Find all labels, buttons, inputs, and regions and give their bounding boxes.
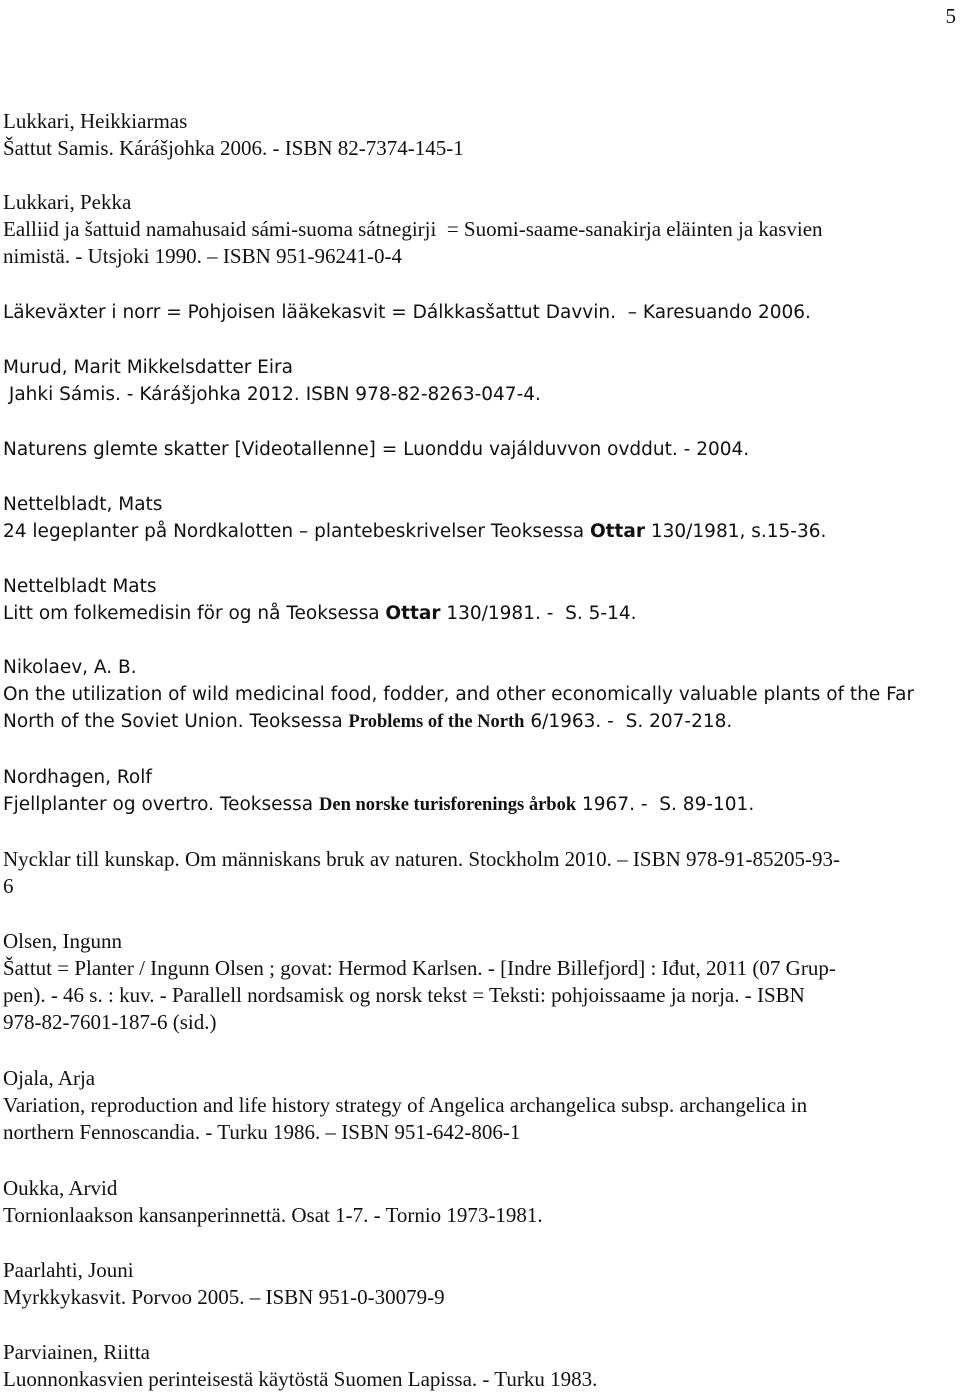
bib-line: Läkeväxter i norr = Pohjoisen lääkekasvit = Dálkkasšattut Davvin. – Karesuando 2006.	[3, 302, 811, 323]
bib-line: Šattut = Planter / Ingunn Olsen ; govat: Hermod Karlsen. - [Indre Billefjord] : Iđut, 2011 (07 Grup-	[3, 956, 836, 980]
bib-line: 6	[3, 874, 14, 898]
bib-line: Luonnonkasvien perinteisestä käytöstä Suomen Lapissa. - Turku 1983.	[3, 1367, 598, 1391]
bib-line: Tornionlaakson kansanperinnettä. Osat 1-7. - Tornio 1973-1981.	[3, 1203, 543, 1227]
bib-entry	[3, 1257, 445, 1311]
bib-author: Oukka, Arvid	[3, 1176, 118, 1200]
bib-journal: Ottar	[589, 521, 645, 542]
page-number: 5	[945, 4, 956, 28]
bib-author: Murud, Marit Mikkelsdatter Eira	[3, 357, 293, 378]
bib-text: 130/1981. - S. 5-14.	[440, 603, 637, 624]
bib-entry	[3, 928, 836, 1036]
bib-entry	[3, 1065, 807, 1146]
bib-author: Paarlahti, Jouni	[3, 1258, 134, 1282]
bib-line: 978-82-7601-187-6 (sid.)	[3, 1010, 217, 1034]
bib-line: Variation, reproduction and life history strategy of Angelica archangelica subsp. archangelica in	[3, 1093, 808, 1117]
bib-journal: Den norske turisforenings årbok	[319, 795, 577, 815]
bib-text: Fjellplanter og overtro. Teoksessa	[3, 794, 319, 815]
bib-text: 6/1963. - S. 207-218.	[524, 711, 733, 732]
bib-entry	[3, 354, 541, 408]
bib-journal: Problems of the North	[348, 712, 525, 732]
bib-line: Nycklar till kunskap. Om människans bruk av naturen. Stockholm 2010. – ISBN 978-91-85205-93-	[3, 847, 840, 871]
bib-line: Naturens glemte skatter [Videotallenne] = Luonddu vajálduvvon ovddut. - 2004.	[3, 439, 750, 460]
bib-text: 1967. - S. 89-101.	[576, 794, 755, 815]
bib-entry	[3, 764, 754, 819]
bib-line: Jahki Sámis. - Kárášjohka 2012. ISBN 978-82-8263-047-4.	[3, 384, 541, 405]
bib-line: northern Fennoscandia. - Turku 1986. – ISBN 951-642-806-1	[3, 1120, 521, 1144]
bib-author: Olsen, Ingunn	[3, 929, 122, 953]
bib-entry	[3, 299, 811, 326]
bib-entry	[3, 491, 826, 545]
bib-author: Ojala, Arja	[3, 1066, 96, 1090]
bib-author: Lukkari, Pekka	[3, 190, 132, 214]
bib-journal: Ottar	[385, 603, 441, 624]
bib-entry	[3, 573, 637, 627]
bib-line: nimistä. - Utsjoki 1990. – ISBN 951-96241-0-4	[3, 244, 402, 268]
bib-line	[3, 708, 914, 736]
bib-entry	[3, 436, 749, 463]
bib-author: Nordhagen, Rolf	[3, 767, 152, 788]
bib-text: 130/1981, s.15-36.	[644, 521, 827, 542]
bib-line	[3, 518, 826, 545]
bib-author: Nettelbladt, Mats	[3, 494, 163, 515]
bib-text: North of the Soviet Union. Teoksessa	[3, 711, 349, 732]
bib-text: 24 legeplanter på Nordkalotten – plantebeskrivelser Teoksessa	[3, 521, 590, 542]
bib-entry	[3, 654, 914, 736]
bib-line: pen). - 46 s. : kuv. - Parallell nordsamisk og norsk tekst = Teksti: pohjoissaame ja norja. - ISBN	[3, 983, 805, 1007]
bib-entry	[3, 1339, 597, 1393]
bib-author: Parviainen, Riitta	[3, 1340, 150, 1364]
bib-author: Nettelbladt Mats	[3, 576, 157, 597]
bib-line: Ealliid ja šattuid namahusaid sámi-suoma sátnegirji = Suomi-saame-sanakirja eläinten ja kasvien	[3, 217, 823, 241]
bib-entry	[3, 1175, 543, 1229]
bib-line: Myrkkykasvit. Porvoo 2005. – ISBN 951-0-30079-9	[3, 1285, 445, 1309]
bib-line: On the utilization of wild medicinal food, fodder, and other economically valuable plants of the Far	[3, 684, 915, 705]
bib-author: Lukkari, Heikkiarmas	[3, 109, 188, 133]
bib-line	[3, 791, 754, 819]
bib-author: Nikolaev, A. B.	[3, 657, 137, 678]
bib-entry	[3, 189, 823, 270]
bib-line: Šattut Samis. Kárášjohka 2006. - ISBN 82-7374-145-1	[3, 136, 464, 160]
bib-text: Litt om folkemedisin för og nå Teoksessa	[3, 603, 386, 624]
bib-entry	[3, 108, 464, 162]
bib-entry	[3, 846, 840, 900]
bib-line	[3, 600, 637, 627]
